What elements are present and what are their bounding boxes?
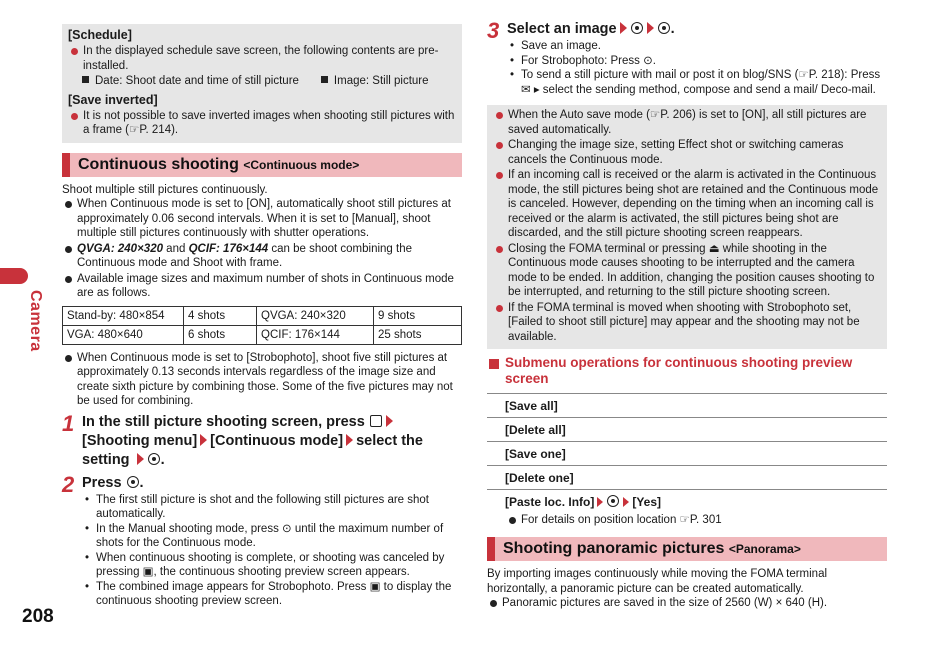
panorama-heading: Shooting panoramic pictures <Panorama> [487,537,887,561]
schedule-heading: [Schedule] [68,28,132,42]
chapter-label: Camera [27,290,44,352]
left-column [62,24,462,611]
menu-item-delete-one: [Delete one] [487,465,887,489]
table-row: VGA: 480×640 6 shots QCIF: 176×144 25 shots [63,325,462,344]
panorama-intro: By importing images continuously while moving the FOMA terminal horizontally, a panoramic picture can be created automatically. [487,568,828,595]
arrow-icon [200,434,207,446]
center-key-icon [148,453,160,465]
page-number: 208 [22,606,54,627]
save-inverted-bullet: It is not possible to save inverted images when shooting still pictures with a frame (☞P. 214). [68,109,456,138]
step-2: 2 Press . • The first still picture is shot and the following still pictures are shot automatically. • In the Manual shooting mode, press ⊙ until the maximum number of shots for the Continuous mode. • When continuous shooting is complete, or shooting was canceled by pressing ▣, the continuous shooting preview screen appears. • The combined image appears for Strobophoto. Press ▣ to display the continuous shooting preview screen. [62,474,462,609]
step-1: 1 In the still picture shooting screen, press [Shooting menu] [Continuous mode] select the setting . [62,410,423,468]
schedule-item-date: Date: Shoot date and time of still picture [82,74,299,89]
arrow-icon [346,434,353,446]
right-column [487,18,887,612]
menu-item-save-one: [Save one] [487,441,887,465]
submenu-heading: Submenu operations for continuous shooting preview screen [487,355,887,387]
menu-item-delete-all: [Delete all] [487,417,887,441]
center-key-icon [127,476,139,488]
continuous-bullet-2: QVGA: 240×320 and QCIF: 176×144 can be shoot combining the Continuous mode and Shoot with frame. [62,242,462,271]
arrow-icon [620,22,627,34]
save-inverted-heading: [Save inverted] [68,92,158,107]
arrow-icon [597,497,603,507]
step-3: 3 Select an image . • Save an image. • For Strobophoto: Press ⊙. • To send a still picture with mail or post it on blog/SNS (☞P. 218): Press ✉ ▸ select the sending method, compose and send a mail/ Deco-mail. [487,20,887,97]
note-item: Closing the FOMA terminal or pressing ⏏ while shooting in the Continuous mode causes shooting to be interrupted and the camera mode to be ended. In addition, changing the position causes shooting to be interrupted, and returning to the still picture shooting screen. [493,242,881,300]
continuous-bullet-4: When Continuous mode is set to [Strobophoto], shoot five still pictures at approximately 0.13 seconds intervals regardless of the image size and create sixth picture by combining those. Some of the five pictures may not be used for combining. [62,351,462,409]
note-item: When the Auto save mode (☞P. 206) is set to [ON], all still pictures are saved automatically. [493,108,881,137]
center-key-icon [607,495,619,507]
continuous-bullet-1: When Continuous mode is set to [ON], automatically shoot still pictures at approximately 0.06 second intervals. When it is set to [Manual], shoot multiple still pictures continuously with shutter operations. [62,197,462,241]
arrow-icon [623,497,629,507]
step-3-details: • Save an image. • For Strobophoto: Press ⊙. • To send a still picture with mail or post it on blog/SNS (☞P. 218): Press ✉ ▸ select the sending method, compose and send a mail/ Deco-mail. [507,39,887,97]
note-item: Changing the image size, setting Effect shot or switching cameras cancels the Continuous mode. [493,138,881,167]
continuous-intro: Shoot multiple still pictures continuously. [62,183,268,196]
continuous-notes-box [487,105,887,349]
continuous-shooting-heading: Continuous shooting <Continuous mode> [62,153,462,177]
continuous-bullet-3: Available image sizes and maximum number of shots in Continuous mode are as follows. [62,272,462,301]
arrow-icon [647,22,654,34]
note-item: If an incoming call is received or the alarm is activated in the Continuous mode, the still pictures being shot are retained and the Continuous mode is canceled. However, depending on the timing when an incoming call is received or the alarm is activated, the still pictures being shot are discarded, and the still picture shooting screen reappears. [493,168,881,241]
schedule-items [68,74,456,89]
arrow-icon [386,415,393,427]
center-key-icon [631,22,643,34]
table-row: Stand-by: 480×854 4 shots QVGA: 240×320 9 shots [63,306,462,325]
schedule-bullet: In the displayed schedule save screen, the following contents are pre-installed. [68,44,456,73]
camera-key-icon [370,415,382,427]
panorama-bullet: Panoramic pictures are saved in the size of 2560 (W) × 640 (H). [487,596,887,611]
paste-loc-note: For details on position location ☞P. 301 [487,513,887,527]
center-key-icon [658,22,670,34]
schedule-item-image: Image: Still picture [321,74,429,89]
schedule-note-box [62,24,462,143]
arrow-icon [137,453,144,465]
shots-table [62,306,462,345]
note-item: If the FOMA terminal is moved when shooting with Strobophoto set, [Failed to shoot still picture] may appear and the shooting may not be available. [493,301,881,345]
menu-item-paste-loc-info: [Paste loc. Info] [Yes] [487,489,887,513]
chapter-tab-marker [0,268,28,284]
menu-item-save-all: [Save all] [487,393,887,417]
step-2-details: • The first still picture is shot and the following still pictures are shot automatically. • In the Manual shooting mode, press ⊙ until the maximum number of shots for the Continuous mode. • When continuous shooting is complete, or shooting was canceled by pressing ▣, the continuous shooting preview screen appears. • The combined image appears for Strobophoto. Press ▣ to display the continuous shooting preview screen. [82,493,462,609]
